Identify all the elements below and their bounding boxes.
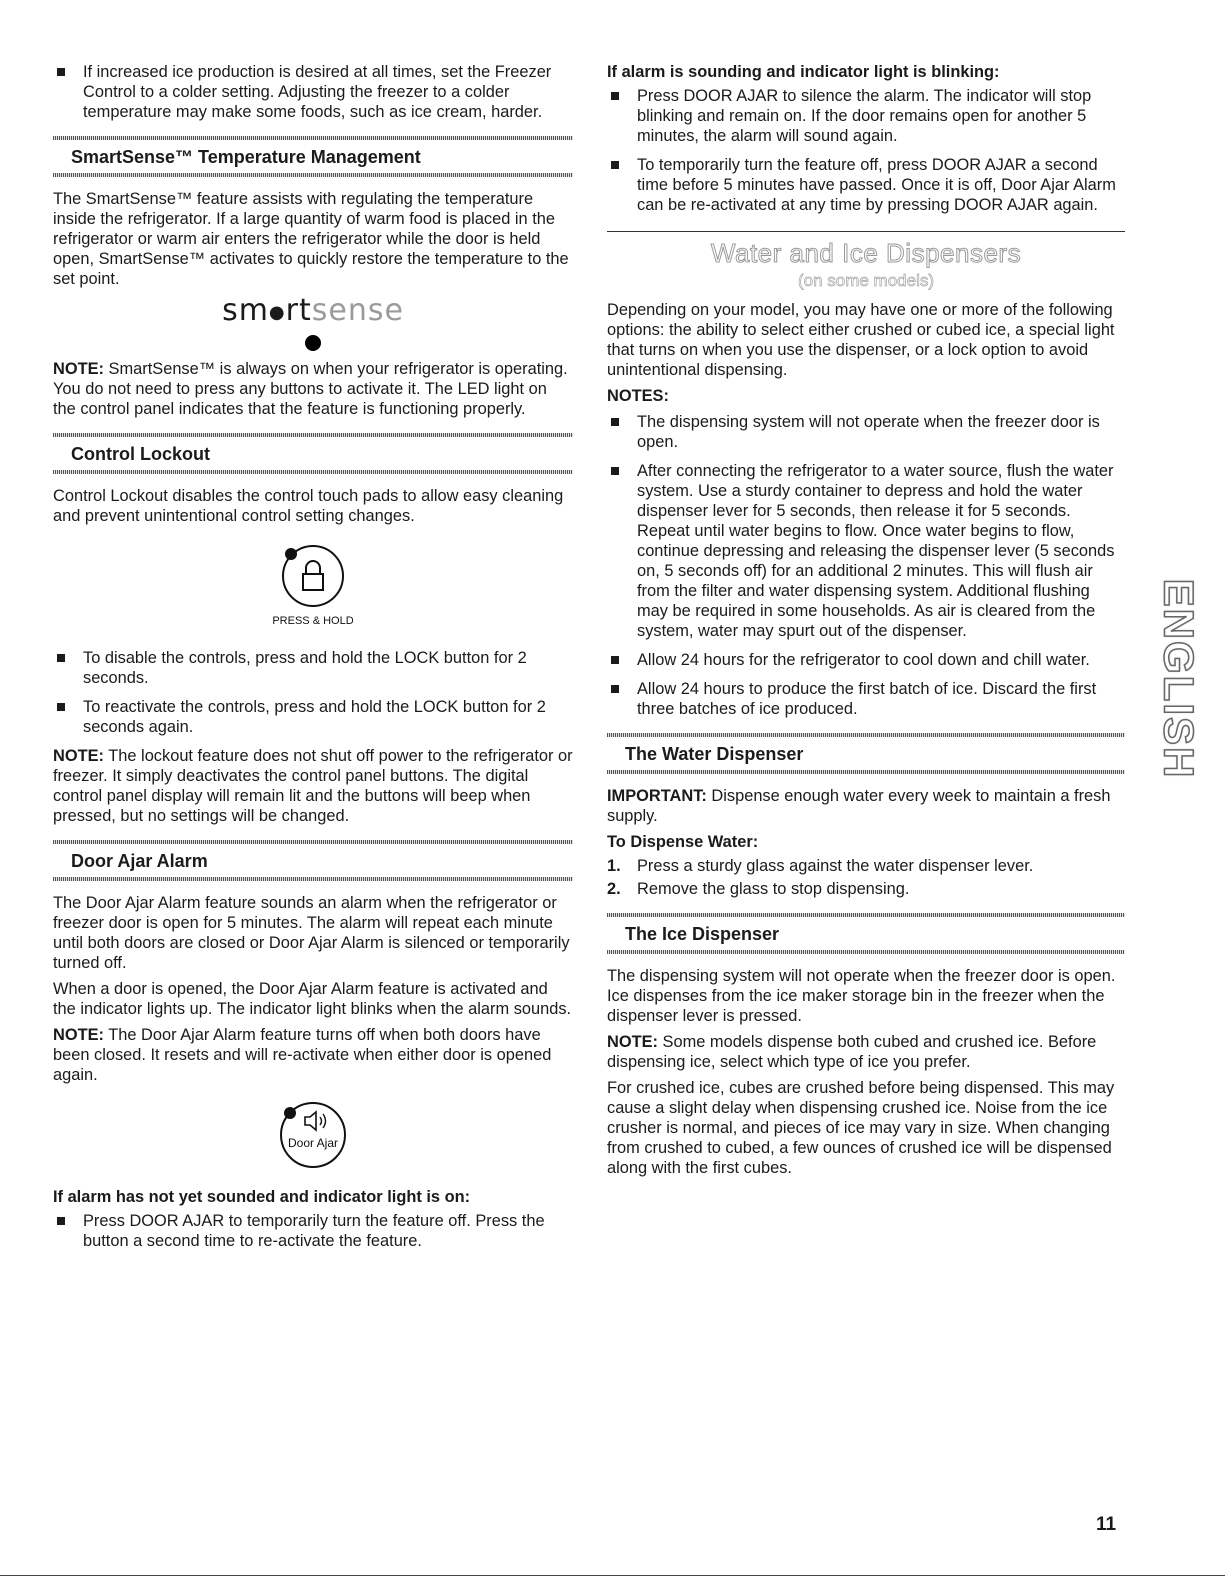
smartsense-title: SmartSense™ Temperature Management	[71, 147, 421, 167]
smartsense-note: NOTE: SmartSense™ is always on when your refrigerator is operating. You do not need to press any buttons to activate it. The LED light on the control panel indicates that the feature is functioning properly.	[53, 360, 568, 418]
logo-gear-icon: ●	[268, 302, 286, 323]
water-steps-title: To Dispense Water:	[607, 833, 759, 851]
header-rule-bottom	[607, 950, 1125, 954]
speaker-icon	[305, 1112, 316, 1130]
notes-item: Allow 24 hours to produce the first batch of ice. Discard the first three batches of ice produced.	[607, 679, 1125, 719]
press-hold-caption: PRESS & HOLD	[272, 615, 354, 627]
smartsense-header	[53, 136, 573, 177]
notes-item: The dispensing system will not operate when the freezer door is open.	[607, 412, 1125, 452]
water-step: 2. Remove the glass to stop dispensing.	[607, 880, 910, 898]
lock-button-icon	[258, 536, 368, 636]
doorajar-title: Door Ajar Alarm	[71, 851, 208, 871]
water-title: The Water Dispenser	[625, 744, 804, 764]
section-rule	[607, 231, 1125, 232]
lockout-bullet: To reactivate the controls, press and hold the LOCK button for 2 seconds again.	[53, 697, 573, 737]
page-bottom-rule	[0, 1575, 1225, 1576]
smartsense-logo: sm●rtsense	[53, 295, 573, 351]
dispensers-subtitle: (on some models)	[797, 271, 935, 290]
dispensers-intro: Depending on your model, you may have one or more of the following options: the ability to select either crushed or cubed ice, a special light that turns on when you use the dispenser, or a lock option to avoid unintentional dispensing.	[607, 301, 1115, 379]
page-number: 11	[1096, 1514, 1117, 1535]
smartsense-body: The SmartSense™ feature assists with regulating the temperature inside the refrigerator. If a large quantity of warm food is placed in the refrigerator or warm air enters the refrigerator while the door is held open, SmartSense™ activates to quickly restore the temperature to the set point.	[53, 190, 569, 288]
ice-para2: For crushed ice, cubes are crushed before being dispensed. This may cause a slight delay when dispensing crushed ice. Noise from the ice crusher is normal, and pieces of ice may vary in size. When changing from crushed to cubed, a few ounces of crushed ice will be dispensed along with the first cubes.	[607, 1079, 1115, 1177]
blinking-title: If alarm is sounding and indicator light is blinking:	[607, 63, 1000, 81]
lockout-note: NOTE: The lockout feature does not shut off power to the refrigerator or freezer. It simply deactivates the control panel buttons. The digital control panel display will remain lit and the buttons will beep when pressed, but no settings will be changed.	[53, 747, 573, 825]
header-rule-bottom	[607, 770, 1125, 774]
ice-note: NOTE: Some models dispense both cubed and crushed ice. Before dispensing ice, select which type of ice you prefer.	[607, 1033, 1097, 1071]
ice-title: The Ice Dispenser	[625, 924, 780, 944]
header-rule-bottom	[53, 173, 573, 177]
header-rule-bottom	[53, 877, 573, 881]
water-header	[607, 733, 1125, 774]
led-indicator-icon	[305, 335, 321, 351]
water-step: 1. Press a sturdy glass against the water dispenser lever.	[607, 857, 1034, 875]
doorajar-para1: The Door Ajar Alarm feature sounds an alarm when the refrigerator or freezer door is open for 5 minutes. The alarm will repeat each minute until both doors are closed or Door Ajar Alarm is silenced or temporarily turned off.	[53, 894, 570, 972]
notes-item: Allow 24 hours for the refrigerator to cool down and chill water.	[607, 650, 1125, 670]
lockout-title: Control Lockout	[71, 444, 210, 464]
not-sounded-bullet: Press DOOR AJAR to temporarily turn the feature off. Press the button a second time to re-activate the feature.	[53, 1211, 573, 1251]
language-tab-label: ENGLISH	[1155, 578, 1202, 780]
language-tab	[1152, 568, 1204, 790]
right-column	[607, 62, 1125, 1184]
doorajar-note: NOTE: The Door Ajar Alarm feature turns off when both doors have been closed. It resets and will re-activate when either door is opened again.	[53, 1026, 552, 1084]
header-rule-bottom	[53, 470, 573, 474]
dispensers-title: Water and Ice Dispensers	[710, 238, 1022, 268]
notes-item: After connecting the refrigerator to a water source, flush the water system. Use a sturdy container to depress and hold the water dispenser lever for 5 seconds, then release it for 5 seconds. Repeat until water begins to flow. Once water begins to flow, continue depressing and releasing the dispenser lever (5 seconds on, 5 seconds off) for an additional 2 minutes. This will flush air from the filter and water dispensing system. Additional flushing may be required in some households. As air is cleared from the system, water may spurt out of the dispenser.	[607, 461, 1125, 641]
lockout-body: Control Lockout disables the control touch pads to allow easy cleaning and prevent unintentional control setting changes.	[53, 487, 564, 525]
lockout-bullet: To disable the controls, press and hold the LOCK button for 2 seconds.	[53, 648, 573, 688]
notes-label: NOTES:	[607, 387, 669, 405]
intro-bullet: If increased ice production is desired at all times, set the Freezer Control to a colder setting. Adjusting the freezer to a colder temperature may make some foods, such as ice cream, harder.	[53, 62, 573, 122]
ice-para1: The dispensing system will not operate when the freezer door is open. Ice dispenses from the ice maker storage bin in the freezer when the dispenser lever is pressed.	[607, 967, 1116, 1025]
blinking-bullet: To temporarily turn the feature off, press DOOR AJAR a second time before 5 minutes have passed. Once it is off, Door Ajar Alarm can be re-activated at any time by pressing DOOR AJAR again.	[607, 155, 1125, 215]
blinking-bullet: Press DOOR AJAR to silence the alarm. The indicator will stop blinking and remain on. If the door remains open for another 5 minutes, the alarm will sound again.	[607, 86, 1125, 146]
not-sounded-title: If alarm has not yet sounded and indicator light is on:	[53, 1188, 471, 1206]
doorajar-header	[53, 840, 573, 881]
left-column	[53, 62, 573, 1260]
door-ajar-caption: Door Ajar	[287, 1136, 339, 1150]
doorajar-para2: When a door is opened, the Door Ajar Alarm feature is activated and the indicator lights up. The indicator light blinks when the alarm sounds.	[53, 980, 572, 1018]
door-ajar-button-icon	[268, 1095, 358, 1175]
water-important: IMPORTANT: Dispense enough water every week to maintain a fresh supply.	[607, 787, 1111, 825]
lockout-header	[53, 433, 573, 474]
ice-header	[607, 913, 1125, 954]
